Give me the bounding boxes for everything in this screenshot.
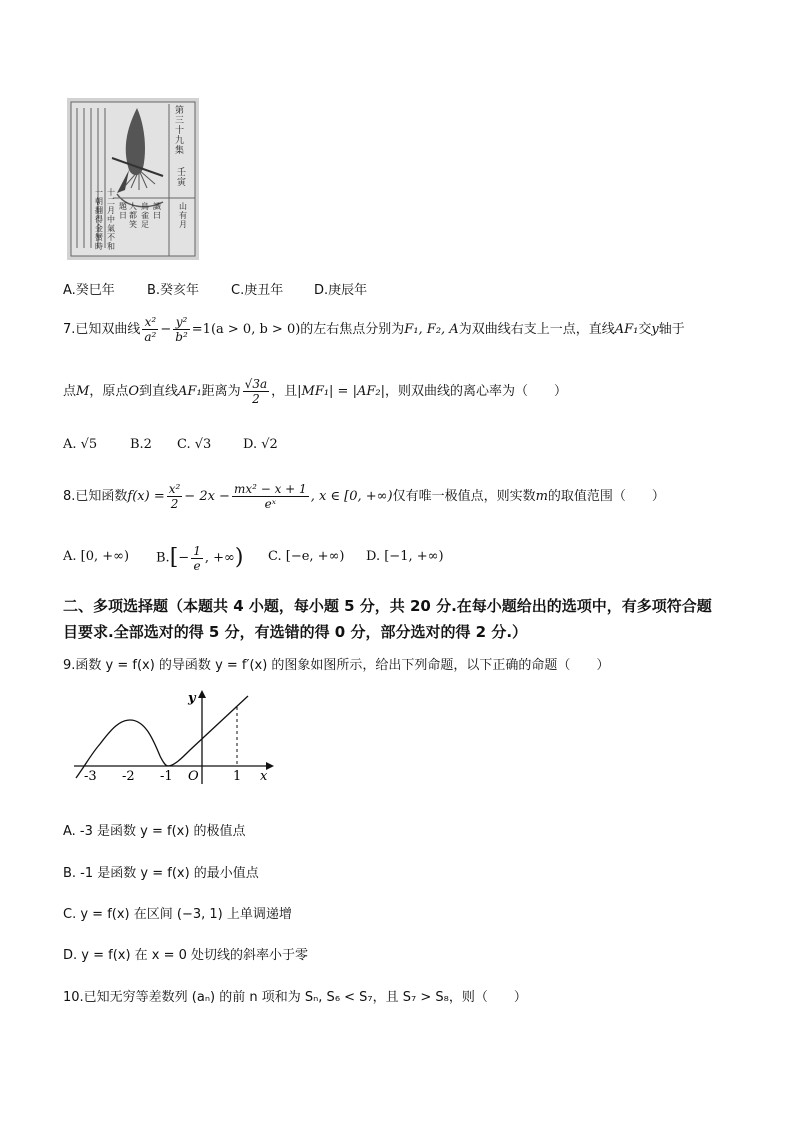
q6-option-a: A.癸巳年 xyxy=(63,283,115,298)
stamp-line-3: 識曰 xyxy=(153,202,161,220)
stamp-year: 壬寅 xyxy=(177,168,187,188)
stamp-line-6: 題日 xyxy=(119,202,127,220)
tick-neg3: -3 xyxy=(84,769,97,784)
q7-y-axis: y xyxy=(651,322,659,337)
q8-option-d: D. [−1, +∞) xyxy=(366,549,444,564)
q7-frac-y: $\frac{\text{y²}}{\text{b²}}$ xyxy=(175,315,188,344)
q7-foci: F₁, F₂, A xyxy=(404,322,459,337)
ancient-calendar-stamp-image xyxy=(67,98,199,260)
q8-option-b: B.[− $\frac{1}{e}$ , +∞) xyxy=(156,543,244,573)
stamp-line-8: 十二月中氣不和 xyxy=(107,188,115,251)
section-2-heading-line-1: 二、多项选择题（本题共 4 小题，每小题 5 分，共 20 分.在每小题给出的选项中，有多项符合题 xyxy=(63,597,712,615)
q6-option-d: D.庚辰年 xyxy=(314,283,368,298)
q9-option-d: D. y = f(x) 在 x = 0 处切线的斜率小于零 xyxy=(63,948,309,963)
q9-derivative-graph xyxy=(60,688,280,788)
q7-option-c: C. √3 xyxy=(177,437,212,452)
tick-neg1: -1 xyxy=(160,769,173,784)
q9-option-c: C. y = f(x) 在区间 (−3, 1) 上单调递增 xyxy=(63,907,292,922)
q9-option-b: B. -1 是函数 y = f(x) 的最小值点 xyxy=(63,866,259,881)
stamp-line-7: 山有月 xyxy=(179,202,187,229)
q9-option-a: A. -3 是函数 y = f(x) 的极值点 xyxy=(63,824,246,839)
q7-origin: O xyxy=(128,384,140,399)
q7-text-1: 为双曲线右支上一点，直线 xyxy=(458,322,615,337)
y-axis-label: y xyxy=(188,691,196,706)
q7-text-3: 轴于 xyxy=(658,322,685,337)
q6-option-c: C.庚丑年 xyxy=(231,283,284,298)
q7-condition: =1(a > 0, b > 0)的左右焦点分别为 xyxy=(191,322,405,337)
q7-line-1: 7.已知双曲线 $\frac{\text{x²}}{\text{a²}}$ − $\frac{\text{y²}}{\text{b²}}$ =1(a > 0, b > 0)的左右焦点分别为F₁, F₂, A为双曲线右支上一点，直线AF₁交y轴于 xyxy=(63,315,685,344)
q7-option-a: A. √5 xyxy=(63,437,98,452)
q8-frac-2: $\frac{\text{mx² − x + 1}}{\text{eˣ}}$ xyxy=(233,482,307,511)
stamp-line-9: 一朝翻得金蟹時 xyxy=(95,188,103,251)
tick-neg2: -2 xyxy=(122,769,135,784)
q8-option-a: A. [0, +∞) xyxy=(63,549,130,564)
stamp-line-5: 人都笑 xyxy=(129,202,137,229)
q7-point-m: M xyxy=(76,384,90,399)
q8-frac-1: $\frac{\text{x²}}{2}$ xyxy=(168,482,181,511)
stamp-line-4: 鳥雀足 xyxy=(141,202,149,229)
origin-label: O xyxy=(188,769,199,784)
q9-stem: 9.函数 y = f(x) 的导函数 y = f′(x) 的图象如图所示，给出下列命题，以下正确的命题（ ） xyxy=(63,658,610,673)
q10-stem: 10.已知无穷等差数列 (aₙ) 的前 n 项和为 Sₙ, S₆ < S₇，且 S₇ > S₈，则（ ） xyxy=(63,990,527,1005)
q7-option-b: B.2 xyxy=(130,437,152,452)
q7-line-af1: AF₁ xyxy=(614,322,639,337)
q7-line-2: 点M，原点O到直线AF₁距离为 $\frac{√3a}{2}$ ，且|MF₁| = |AF₂|，则双曲线的离心率为（ ） xyxy=(63,377,567,406)
x-axis-label: x xyxy=(260,769,268,784)
q7-abs-equation: |MF₁| = |AF₂| xyxy=(297,384,385,399)
q7-distance-frac: $\frac{√3a}{2}$ xyxy=(244,377,268,406)
q8-stem: 8.已知函数f(x) = $\frac{\text{x²}}{2}$ − 2x − $\frac{\text{mx² − x + 1}}{\text{eˣ}}$ , x ∈ [0, +∞)仅有唯一极值点，则实数m的取值范围（ ） xyxy=(63,482,665,511)
q7-text-2: 交 xyxy=(638,322,652,337)
y-axis-arrow-icon xyxy=(198,690,206,698)
stamp-title: 第三十九集 xyxy=(175,106,185,156)
q7-option-d: D. √2 xyxy=(243,437,278,452)
tick-1: 1 xyxy=(233,769,242,784)
section-2-heading-line-2: 目要求.全部选对的得 5 分，有选错的得 0 分，部分选对的得 2 分.） xyxy=(63,623,528,641)
q7-prefix: 7.已知双曲线 xyxy=(63,322,141,337)
q6-option-b: B.癸亥年 xyxy=(147,283,200,298)
q8-option-c: C. [−e, +∞) xyxy=(268,549,345,564)
q7-frac-x: $\frac{\text{x²}}{\text{a²}}$ xyxy=(144,315,157,344)
